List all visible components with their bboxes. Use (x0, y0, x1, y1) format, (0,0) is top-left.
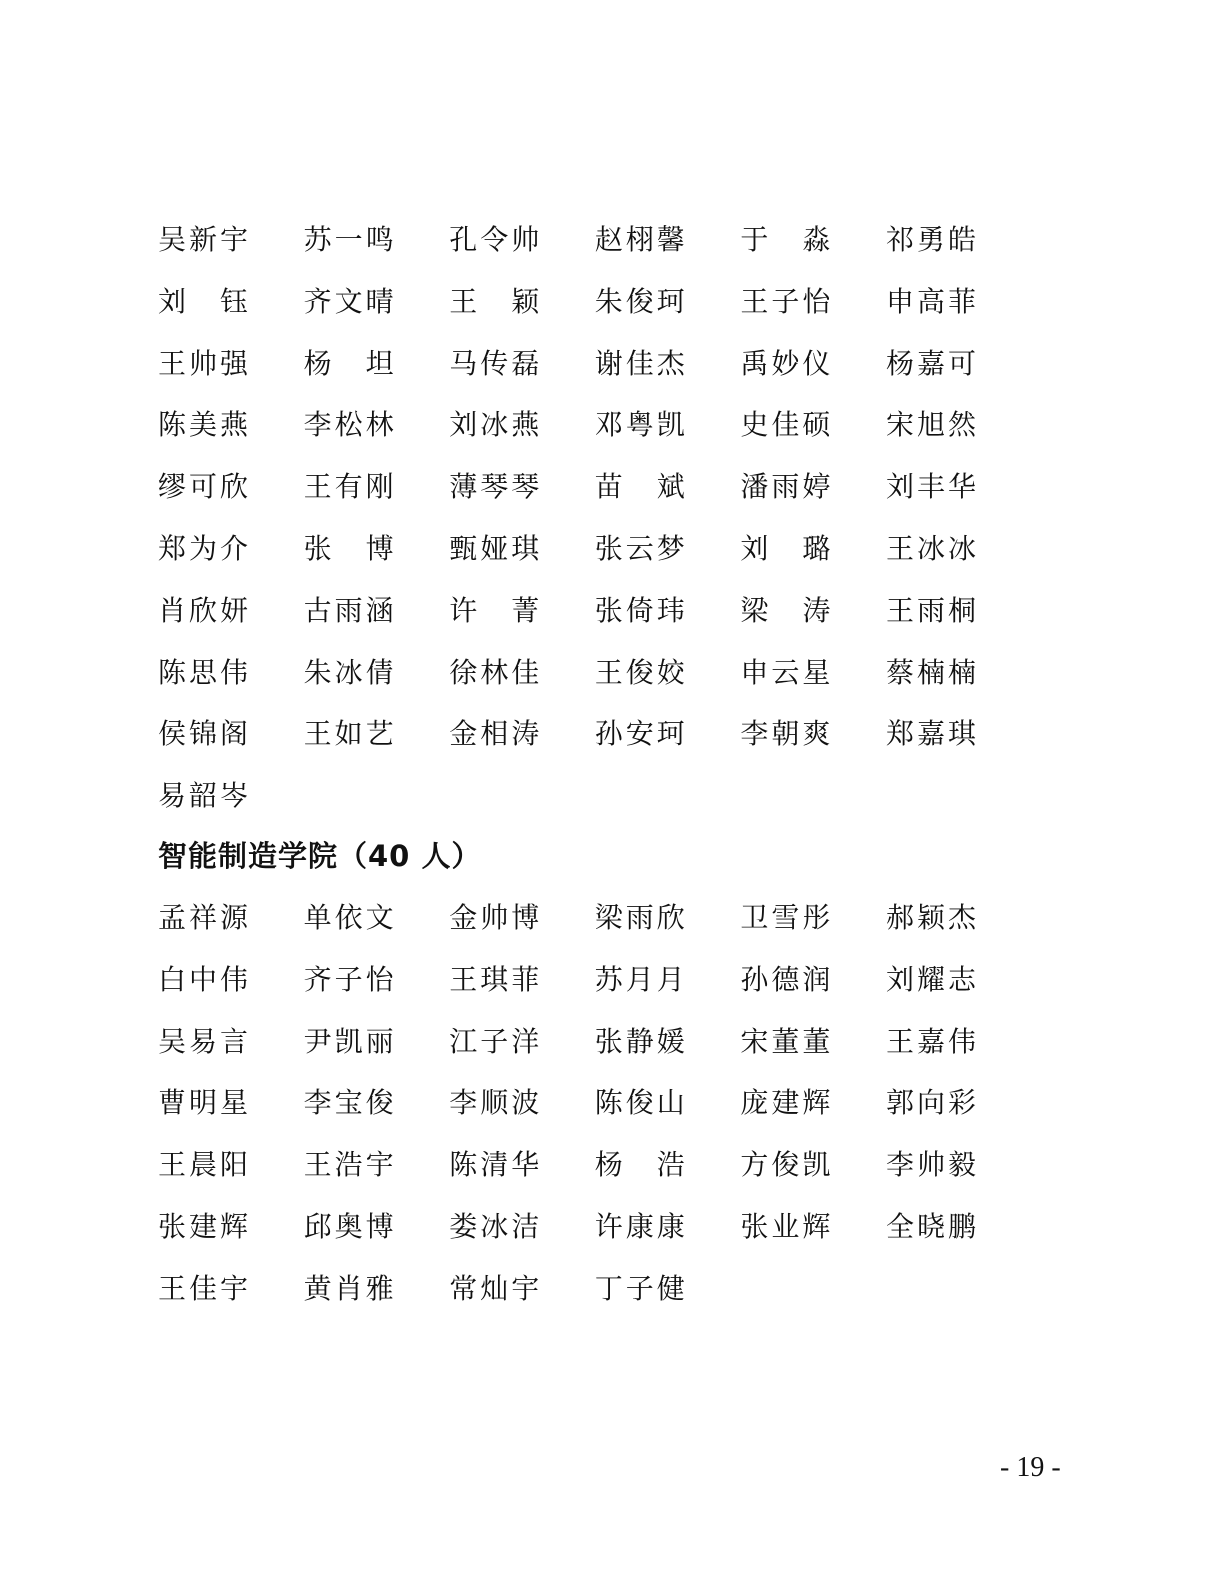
name-entry: 申高菲 (885, 284, 979, 318)
name-entry: 陈美燕 (158, 408, 252, 442)
name-entry: 张云梦 (594, 531, 688, 565)
name-entry: 齐子怡 (303, 962, 397, 996)
name-entry: 郑嘉琪 (885, 717, 979, 751)
name-entry: 梁雨欣 (594, 901, 688, 934)
name-entry: 古雨涵 (303, 593, 397, 627)
name-entry: 张 博 (303, 531, 397, 565)
name-entry: 郝颖杰 (885, 901, 979, 934)
name-entry: 刘 钰 (158, 284, 252, 318)
name-entry: 李帅毅 (885, 1148, 979, 1182)
name-entry: 禹妙仪 (740, 346, 834, 380)
name-entry: 丁子健 (594, 1271, 688, 1305)
name-entry: 邓粤凯 (594, 408, 688, 442)
name-entry: 于 淼 (740, 223, 834, 256)
name-entry: 陈俊山 (594, 1086, 688, 1120)
name-entry: 孟祥源 (158, 901, 252, 934)
name-grid-2 (158, 890, 1058, 1323)
name-entry: 张业辉 (740, 1209, 834, 1243)
name-entry: 梁 涛 (740, 593, 834, 627)
name-entry: 王有刚 (303, 470, 397, 504)
name-entry: 娄冰洁 (449, 1209, 543, 1243)
name-entry: 黄肖雅 (303, 1271, 397, 1305)
name-entry: 肖欣妍 (158, 593, 252, 627)
name-entry: 白中伟 (158, 962, 252, 996)
name-entry: 甄娅琪 (449, 531, 543, 565)
name-entry: 王 颖 (449, 284, 543, 318)
name-entry: 卫雪彤 (740, 901, 834, 934)
name-entry: 申云星 (740, 655, 834, 689)
name-entry: 徐林佳 (449, 655, 543, 689)
name-entry: 侯锦阁 (158, 717, 252, 751)
name-entry: 张建辉 (158, 1209, 252, 1243)
name-entry: 杨 浩 (594, 1148, 688, 1182)
name-entry: 吴易言 (158, 1024, 252, 1058)
name-entry: 王帅强 (158, 346, 252, 380)
name-entry: 蔡楠楠 (885, 655, 979, 689)
name-grid-1 (158, 212, 1058, 830)
name-entry: 孔令帅 (449, 223, 543, 256)
name-entry: 宋旭然 (885, 408, 979, 442)
name-entry: 李顺波 (449, 1086, 543, 1120)
name-entry: 李松林 (303, 408, 397, 442)
name-entry: 赵栩馨 (594, 223, 688, 256)
name-entry: 王晨阳 (158, 1148, 252, 1182)
name-entry: 祁勇皓 (885, 223, 979, 256)
name-entry: 王浩宇 (303, 1148, 397, 1182)
name-entry: 易韶岑 (158, 779, 252, 813)
name-entry: 刘丰华 (885, 470, 979, 504)
name-entry: 陈思伟 (158, 655, 252, 689)
name-entry: 史佳硕 (740, 408, 834, 442)
name-entry: 王嘉伟 (885, 1024, 979, 1058)
name-entry: 许 菁 (449, 593, 543, 627)
name-entry: 金帅博 (449, 901, 543, 934)
name-entry: 王俊姣 (594, 655, 688, 689)
name-entry: 苏月月 (594, 962, 688, 996)
name-entry: 王琪菲 (449, 962, 543, 996)
name-entry: 常灿宇 (449, 1271, 543, 1305)
name-entry: 苏一鸣 (303, 223, 397, 256)
name-entry: 邱奥博 (303, 1209, 397, 1243)
name-entry: 杨嘉可 (885, 346, 979, 380)
name-entry: 朱冰倩 (303, 655, 397, 689)
name-entry: 许康康 (594, 1209, 688, 1243)
name-entry: 李朝爽 (740, 717, 834, 751)
name-entry: 曹明星 (158, 1086, 252, 1120)
name-entry: 王雨桐 (885, 593, 979, 627)
name-entry: 苗 斌 (594, 470, 688, 504)
page-number: - 19 - (1000, 1452, 1061, 1483)
name-entry: 郑为介 (158, 531, 252, 565)
name-entry: 刘冰燕 (449, 408, 543, 442)
name-entry: 宋董董 (740, 1024, 834, 1058)
name-entry: 杨 坦 (303, 346, 397, 380)
name-entry: 张静媛 (594, 1024, 688, 1058)
name-entry: 刘耀志 (885, 962, 979, 996)
name-entry: 全晓鹏 (885, 1209, 979, 1243)
name-entry: 潘雨婷 (740, 470, 834, 504)
name-entry: 马传磊 (449, 346, 543, 380)
name-list-section-2 (158, 890, 1058, 1323)
name-list-section-1 (158, 212, 1058, 830)
name-entry: 王如艺 (303, 717, 397, 751)
name-entry: 庞建辉 (740, 1086, 834, 1120)
name-entry: 刘 璐 (740, 531, 834, 565)
name-entry: 江子洋 (449, 1024, 543, 1058)
name-entry: 齐文晴 (303, 284, 397, 318)
name-entry: 王佳宇 (158, 1271, 252, 1305)
name-entry: 陈清华 (449, 1148, 543, 1182)
name-entry: 吴新宇 (158, 223, 252, 256)
name-entry: 谢佳杰 (594, 346, 688, 380)
name-entry: 孙安珂 (594, 717, 688, 751)
name-entry: 金相涛 (449, 717, 543, 751)
name-entry: 缪可欣 (158, 470, 252, 504)
name-entry: 孙德润 (740, 962, 834, 996)
name-entry: 尹凯丽 (303, 1024, 397, 1058)
name-entry: 张倚玮 (594, 593, 688, 627)
name-entry: 薄琴琴 (449, 470, 543, 504)
name-entry: 王子怡 (740, 284, 834, 318)
name-entry: 王冰冰 (885, 531, 979, 565)
name-entry: 李宝俊 (303, 1086, 397, 1120)
name-entry: 朱俊珂 (594, 284, 688, 318)
name-entry: 单依文 (303, 901, 397, 934)
section-heading-intelligent-manufacturing: 智能制造学院（40 人） (158, 839, 482, 873)
name-entry: 郭向彩 (885, 1086, 979, 1120)
name-entry: 方俊凯 (740, 1148, 834, 1182)
